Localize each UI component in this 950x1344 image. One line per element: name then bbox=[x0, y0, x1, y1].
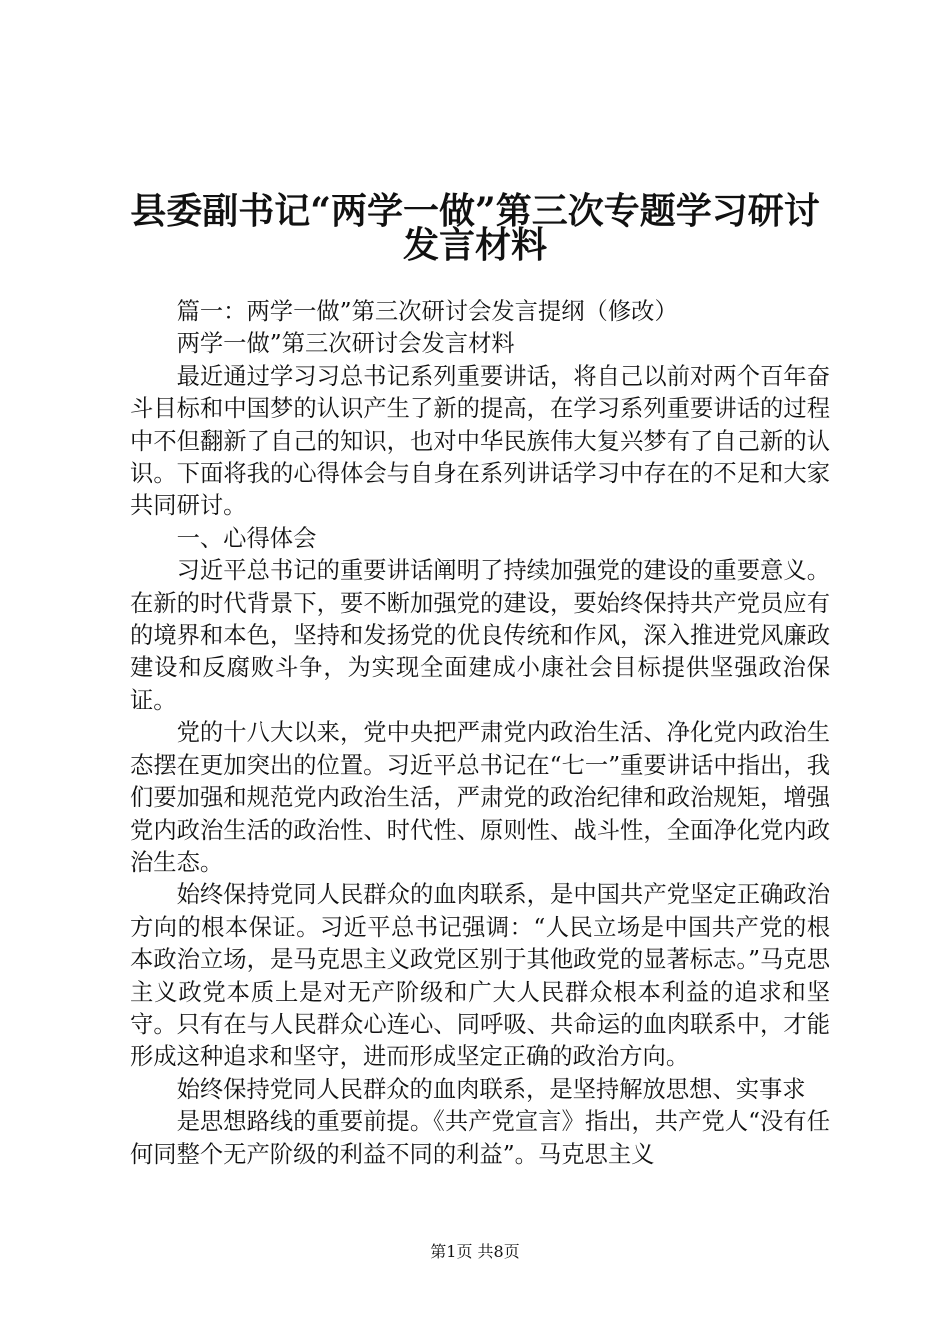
paragraph-heading-part-one: 篇一：两学一做”第三次研讨会发言提纲（修改） bbox=[176, 298, 678, 325]
paragraph: 最近通过学习习总书记系列重要讲话，将自己以前对两个百年奋斗目标和中国梦的认识产生了新的提高，在学习系列重要讲话的过程中不但翻新了自己的知识，也对中华民族伟大复兴梦有了自己新的认识。下面将我的心得体会与自身在系列讲话学习中存在的不足和大家共同研讨。 bbox=[130, 362, 830, 520]
paragraph: 习近平总书记的重要讲话阐明了持续加强党的建设的重要意义。在新的时代背景下，要不断加强党的建设，要始终保持共产党员应有的境界和本色，坚持和发扬党的优良传统和作风，深入推进党风廉政建设和反腐败斗争，为实现全面建成小康社会目标提供坚强政治保证。 bbox=[130, 557, 830, 714]
paragraph: 始终保持党同人民群众的血肉联系，是中国共产党坚定正确政治方向的根本保证。习近平总书记强调：“人民立场是中国共产党的根本政治立场，是马克思主义政党区别于其他政党的显著标志。”马克思主义政党本质上是对无产阶级和广大人民群众根本利益的追求和坚守。只有在与人民群众心连心、同呼吸、共命运的血肉联系中，才能形成这种追求和坚守，进而形成坚定正确的政治方向。 bbox=[130, 881, 830, 1071]
section-heading: 一、心得体会 bbox=[176, 524, 317, 552]
document-title-line-1: 县委副书记“两学一做”第三次专题学习研讨 bbox=[130, 190, 820, 232]
paragraph: 是思想路线的重要前提。《共产党宣言》指出，共产党人“没有任何同整个无产阶级的利益不同的利益”。马克思主义 bbox=[130, 1108, 830, 1168]
paragraph: 党的十八大以来，党中央把严肃党内政治生活、净化党内政治生态摆在更加突出的位置。习近平总书记在“七一”重要讲话中指出，我们要加强和规范党内政治生活，严肃党的政治纪律和政治规矩，增强党内政治生活的政治性、时代性、原则性、战斗性，全面净化党内政治生态。 bbox=[130, 719, 830, 876]
page-footer: 第1页 共8页 bbox=[430, 1242, 520, 1261]
paragraph-subtitle: 两学一做”第三次研讨会发言材料 bbox=[176, 330, 515, 358]
document-body bbox=[130, 296, 830, 1171]
document-title-line-2: 发言材料 bbox=[402, 224, 547, 266]
paragraph: 始终保持党同人民群众的血肉联系，是坚持解放思想、实事求 bbox=[176, 1075, 806, 1103]
